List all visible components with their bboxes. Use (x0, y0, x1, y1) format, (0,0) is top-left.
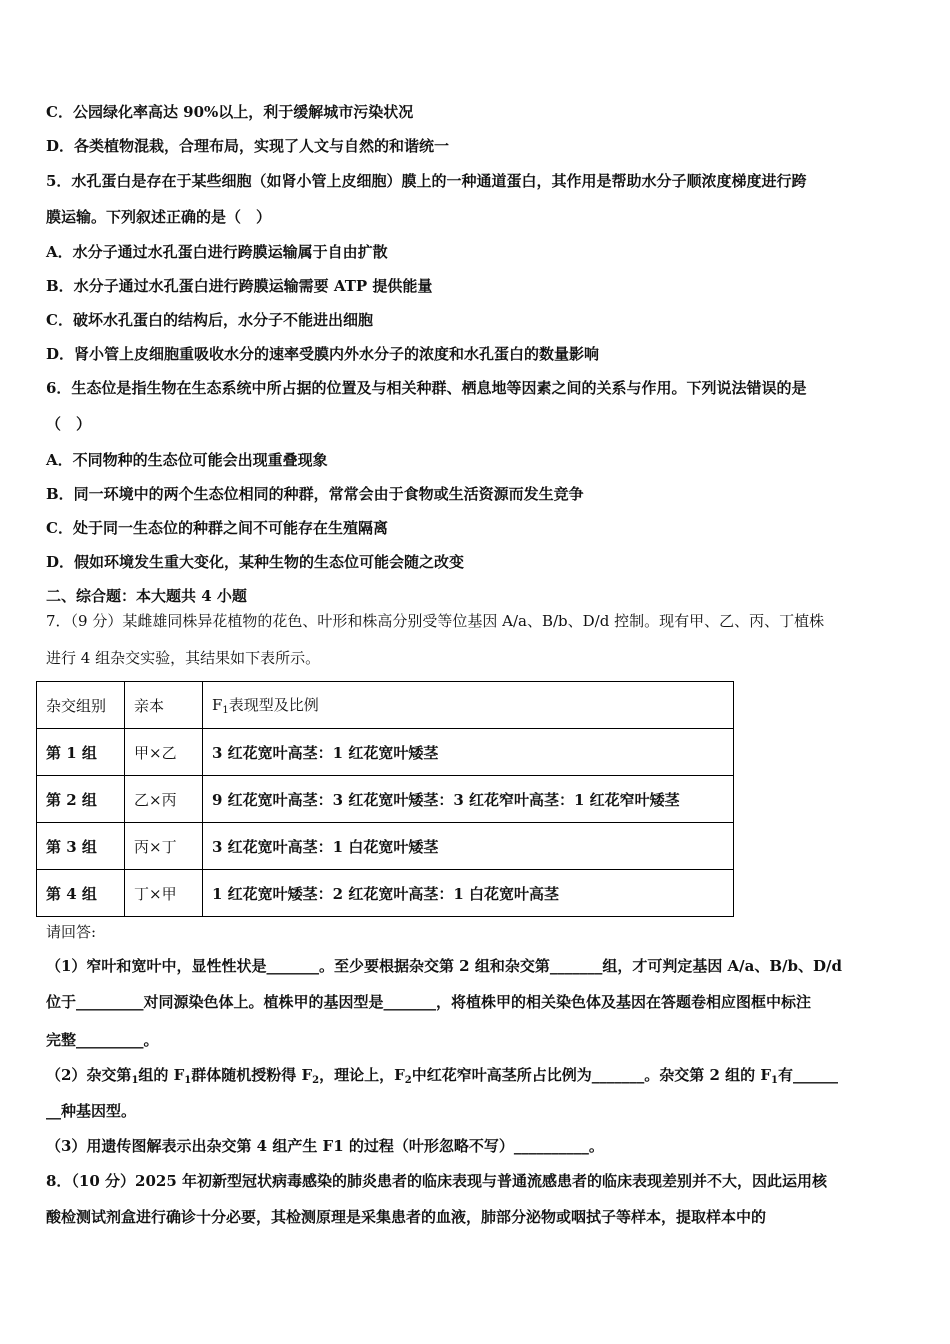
q7-sub3: （3）用遗传图解表示出杂交第 4 组产生 F1 的过程（叶形忽略不写）__________。 (46, 1137, 604, 1155)
row-group: 第 3 组 (37, 823, 125, 870)
q7-sub1-line3: 完整_________。 (46, 1031, 159, 1049)
row-group: 第 1 组 (37, 729, 125, 776)
q5-option-d: D．肾小管上皮细胞重吸收水分的速率受膜内外水分子的浓度和水孔蛋白的数量影响 (46, 345, 600, 363)
q7-sub2-d: 1 (184, 1075, 192, 1086)
q5-stem-line1: 5．水孔蛋白是存在于某些细胞（如肾小管上皮细胞）膜上的一种通道蛋白，其作用是帮助水分子顺浓度梯度进行跨 (46, 172, 807, 190)
table-row (37, 776, 734, 823)
q6-stem-line1: 6．生态位是指生物在生态系统中所占据的位置及与相关种群、栖息地等因素之间的关系与作用。下列说法错误的是 (46, 379, 807, 397)
section-title: 二、综合题：本大题共 4 小题 (46, 587, 247, 605)
q7-sub2-b: 1 (131, 1075, 139, 1086)
q5-option-c: C．破坏水孔蛋白的结构后，水分子不能进出细胞 (46, 311, 373, 329)
q7-sub2-a: （2）杂交第 (46, 1066, 132, 1084)
q7-sub2-e: 群体随机授粉得 F (191, 1066, 313, 1084)
header-group: 杂交组别 (37, 682, 125, 729)
row-group: 第 2 组 (37, 776, 125, 823)
row-phenotype: 3 红花宽叶高茎：1 白花宽叶矮茎 (203, 823, 734, 870)
header-f1-text: 表现型及比例 (228, 696, 319, 714)
header-parents: 亲本 (125, 682, 203, 729)
row-phenotype: 3 红花宽叶高茎：1 红花宽叶矮茎 (203, 729, 734, 776)
q7-stem-line1: 7．（9 分）某雌雄同株异花植物的花色、叶形和株高分别受等位基因 A/a、B/b、D/d 控制。现有甲、乙、丙、丁植株 (46, 612, 825, 630)
header-f1-phenotype (203, 682, 734, 729)
q7-sub2-line2: __种基因型。 (46, 1102, 137, 1120)
q5-option-a: A．水分子通过水孔蛋白进行跨膜运输属于自由扩散 (46, 243, 388, 261)
row-phenotype: 1 红花宽叶矮茎：2 红花宽叶高茎：1 白花宽叶高茎 (203, 870, 734, 917)
header-f1-sub: 1 (222, 705, 229, 716)
q8-stem-line2: 酸检测试剂盒进行确诊十分必要，其检测原理是采集患者的血液，肺部分泌物或咽拭子等样本，提取样本中的 (46, 1208, 767, 1226)
row-group: 第 4 组 (37, 870, 125, 917)
q7-sub2-k: 有______ (777, 1066, 838, 1084)
q7-sub2-h: 2 (404, 1075, 412, 1086)
q6-option-c: C．处于同一生态位的种群之间不可能存在生殖隔离 (46, 519, 388, 537)
row-parents: 丙×丁 (125, 823, 203, 870)
q6-option-b: B．同一环境中的两个生态位相同的种群，常常会由于食物或生活资源而发生竞争 (46, 485, 584, 503)
q4-option-c: C．公园绿化率高达 90%以上，利于缓解城市污染状况 (46, 103, 414, 121)
q5-option-b: B．水分子通过水孔蛋白进行跨膜运输需要 ATP 提供能量 (46, 277, 433, 295)
q8-stem-line1: 8．（10 分）2025 年初新型冠状病毒感染的肺炎患者的临床表现与普通流感患者的临床表现差别并不大，因此运用核 (46, 1172, 828, 1190)
q7-sub1-line1: （1）窄叶和宽叶中，显性性状是_______。至少要根据杂交第 2 组和杂交第_______组，才可判定基因 A/a、B/b、D/d (46, 957, 843, 975)
row-parents: 乙×丙 (125, 776, 203, 823)
q5-stem-line2: 膜运输。下列叙述正确的是（ ） (46, 208, 272, 226)
q7-sub2-f: 2 (312, 1075, 320, 1086)
q7-sub2-line1 (46, 1065, 838, 1091)
answer-prompt: 请回答: (46, 923, 97, 941)
q7-sub2-c: 组的 F (138, 1066, 185, 1084)
q7-sub2-g: ，理论上，F (319, 1066, 405, 1084)
row-phenotype: 9 红花宽叶高茎：3 红花宽叶矮茎：3 红花窄叶高茎：1 红花窄叶矮茎 (203, 776, 734, 823)
cross-results-table (36, 681, 734, 917)
row-parents: 丁×甲 (125, 870, 203, 917)
table-row (37, 823, 734, 870)
q7-sub2-i: 中红花窄叶高茎所占比例为_______。杂交第 2 组的 F (411, 1066, 771, 1084)
table-row (37, 870, 734, 917)
row-parents: 甲×乙 (125, 729, 203, 776)
q6-stem-line2: （ ） (46, 415, 92, 433)
q4-option-d: D．各类植物混栽，合理布局，实现了人文与自然的和谐统一 (46, 137, 450, 155)
q7-stem-line2: 进行 4 组杂交实验，其结果如下表所示。 (46, 649, 321, 667)
q6-option-d: D．假如环境发生重大变化，某种生物的生态位可能会随之改变 (46, 553, 465, 571)
q7-sub2-j: 1 (771, 1075, 778, 1086)
table-header-row (37, 682, 734, 729)
table-row (37, 729, 734, 776)
q7-sub1-line2: 位于_________对同源染色体上。植株甲的基因型是_______，将植株甲的相关染色体及基因在答题卷相应图框中标注 (46, 993, 812, 1011)
q6-option-a: A．不同物种的生态位可能会出现重叠现象 (46, 451, 328, 469)
header-f1-f: F (212, 696, 223, 714)
